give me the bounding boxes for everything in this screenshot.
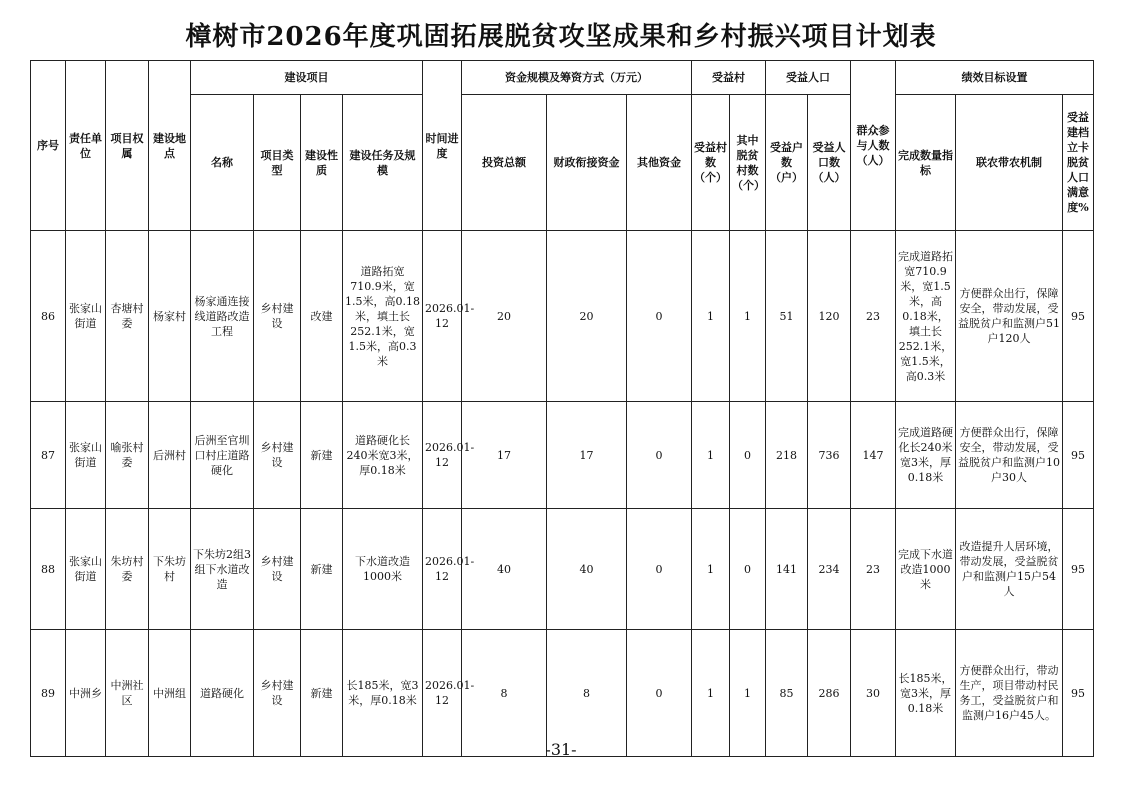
cell-unit: 张家山街道	[66, 402, 106, 509]
cell-mechanism: 方便群众出行，保障安全，带动发展，受益脱贫户和监测户51户120人	[956, 231, 1063, 402]
cell-households: 141	[766, 509, 808, 630]
cell-households: 51	[766, 231, 808, 402]
table-row	[31, 630, 1094, 757]
cell-schedule: 2026.01-12	[423, 630, 462, 757]
cell-other: 0	[627, 630, 692, 757]
cell-output: 完成道路拓宽710.9米，宽1.5米，高0.18米，填土长252.1米，宽1.5米，高0.3米	[896, 231, 956, 402]
table-row	[31, 231, 1094, 402]
header-mechanism: 联农带农机制	[956, 95, 1063, 231]
cell-total: 8	[462, 630, 547, 757]
cell-unit: 张家山街道	[66, 231, 106, 402]
cell-satisfaction: 95	[1063, 402, 1094, 509]
cell-ownership: 喻张村委	[106, 402, 149, 509]
header-name: 名称	[191, 95, 254, 231]
header-people: 受益人口数（人）	[808, 95, 851, 231]
cell-households: 85	[766, 630, 808, 757]
cell-task: 长185米，宽3米，厚0.18米	[343, 630, 423, 757]
cell-satisfaction: 95	[1063, 630, 1094, 757]
page-title: 樟树市2026年度巩固拓展脱贫攻坚成果和乡村振兴项目计划表	[185, 22, 937, 52]
cell-village-count: 1	[692, 630, 730, 757]
table-row	[31, 509, 1094, 630]
header-type: 项目类型	[254, 95, 301, 231]
cell-total: 40	[462, 509, 547, 630]
cell-fiscal: 20	[547, 231, 627, 402]
cell-participants: 147	[851, 402, 896, 509]
cell-households: 218	[766, 402, 808, 509]
header-village-count: 受益村数（个）	[692, 95, 730, 231]
header-unit: 责任单位	[66, 61, 106, 231]
header-seq: 序号	[31, 61, 66, 231]
cell-nature: 改建	[301, 231, 343, 402]
cell-name: 后洲至官圳口村庄道路硬化	[191, 402, 254, 509]
cell-mechanism: 方便群众出行，保障安全，带动发展，受益脱贫户和监测户10户30人	[956, 402, 1063, 509]
cell-fiscal: 8	[547, 630, 627, 757]
cell-people: 736	[808, 402, 851, 509]
cell-participants: 30	[851, 630, 896, 757]
table-row	[31, 402, 1094, 509]
cell-ownership: 杏塘村委	[106, 231, 149, 402]
cell-people: 120	[808, 231, 851, 402]
cell-village-count: 1	[692, 509, 730, 630]
cell-unit: 中洲乡	[66, 630, 106, 757]
cell-fiscal: 40	[547, 509, 627, 630]
header-project-group: 建设项目	[191, 61, 423, 95]
cell-task: 道路拓宽710.9米，宽1.5米，高0.18米，填土长252.1米，宽1.5米，高0.3米	[343, 231, 423, 402]
cell-name: 下朱坊2组3组下水道改造	[191, 509, 254, 630]
cell-schedule: 2026.01-12	[423, 402, 462, 509]
cell-other: 0	[627, 231, 692, 402]
cell-poor-village: 0	[730, 509, 766, 630]
cell-output: 长185米，宽3米，厚0.18米	[896, 630, 956, 757]
cell-satisfaction: 95	[1063, 509, 1094, 630]
cell-satisfaction: 95	[1063, 231, 1094, 402]
cell-other: 0	[627, 509, 692, 630]
header-fund-group: 资金规模及筹资方式（万元）	[462, 61, 692, 95]
cell-participants: 23	[851, 509, 896, 630]
cell-seq: 88	[31, 509, 66, 630]
cell-total: 17	[462, 402, 547, 509]
header-total: 投资总额	[462, 95, 547, 231]
header-other: 其他资金	[627, 95, 692, 231]
cell-village-count: 1	[692, 402, 730, 509]
header-output: 完成数量指标	[896, 95, 956, 231]
cell-task: 道路硬化长240米宽3米，厚0.18米	[343, 402, 423, 509]
cell-people: 234	[808, 509, 851, 630]
cell-fiscal: 17	[547, 402, 627, 509]
cell-location: 杨家村	[149, 231, 191, 402]
cell-task: 下水道改造1000米	[343, 509, 423, 630]
cell-output: 完成下水道改造1000米	[896, 509, 956, 630]
cell-schedule: 2026.01-12	[423, 231, 462, 402]
cell-seq: 86	[31, 231, 66, 402]
header-participants: 群众参与人数（人）	[851, 61, 896, 231]
header-ownership: 项目权属	[106, 61, 149, 231]
cell-poor-village: 0	[730, 402, 766, 509]
cell-ownership: 中洲社区	[106, 630, 149, 757]
cell-people: 286	[808, 630, 851, 757]
header-village-group: 受益村	[692, 61, 766, 95]
project-plan-table	[30, 60, 1094, 757]
cell-other: 0	[627, 402, 692, 509]
cell-output: 完成道路硬化长240米宽3米，厚0.18米	[896, 402, 956, 509]
header-population-group: 受益人口	[766, 61, 851, 95]
cell-location: 中洲组	[149, 630, 191, 757]
cell-village-count: 1	[692, 231, 730, 402]
cell-mechanism: 方便群众出行，带动生产，项目带动村民务工，受益脱贫户和监测户16户45人。	[956, 630, 1063, 757]
cell-name: 道路硬化	[191, 630, 254, 757]
cell-poor-village: 1	[730, 630, 766, 757]
cell-participants: 23	[851, 231, 896, 402]
header-task: 建设任务及规模	[343, 95, 423, 231]
cell-schedule: 2026.01-12	[423, 509, 462, 630]
cell-location: 后洲村	[149, 402, 191, 509]
header-households: 受益户数（户）	[766, 95, 808, 231]
cell-type: 乡村建设	[254, 231, 301, 402]
cell-nature: 新建	[301, 630, 343, 757]
cell-poor-village: 1	[730, 231, 766, 402]
header-fiscal: 财政衔接资金	[547, 95, 627, 231]
cell-mechanism: 改造提升人居环境，带动发展，受益脱贫户和监测户15户54人	[956, 509, 1063, 630]
cell-total: 20	[462, 231, 547, 402]
header-satisfaction: 受益建档立卡脱贫人口满意度%	[1063, 95, 1094, 231]
header-location: 建设地点	[149, 61, 191, 231]
header-poor-village: 其中脱贫村数（个）	[730, 95, 766, 231]
cell-type: 乡村建设	[254, 402, 301, 509]
cell-location: 下朱坊村	[149, 509, 191, 630]
cell-type: 乡村建设	[254, 630, 301, 757]
cell-seq: 89	[31, 630, 66, 757]
page-number: -31-	[545, 740, 577, 759]
cell-nature: 新建	[301, 402, 343, 509]
header-schedule: 时间进度	[423, 61, 462, 231]
cell-type: 乡村建设	[254, 509, 301, 630]
header-performance-group: 绩效目标设置	[896, 61, 1094, 95]
cell-seq: 87	[31, 402, 66, 509]
header-nature: 建设性质	[301, 95, 343, 231]
cell-nature: 新建	[301, 509, 343, 630]
cell-name: 杨家通连接线道路改造工程	[191, 231, 254, 402]
cell-ownership: 朱坊村委	[106, 509, 149, 630]
cell-unit: 张家山街道	[66, 509, 106, 630]
